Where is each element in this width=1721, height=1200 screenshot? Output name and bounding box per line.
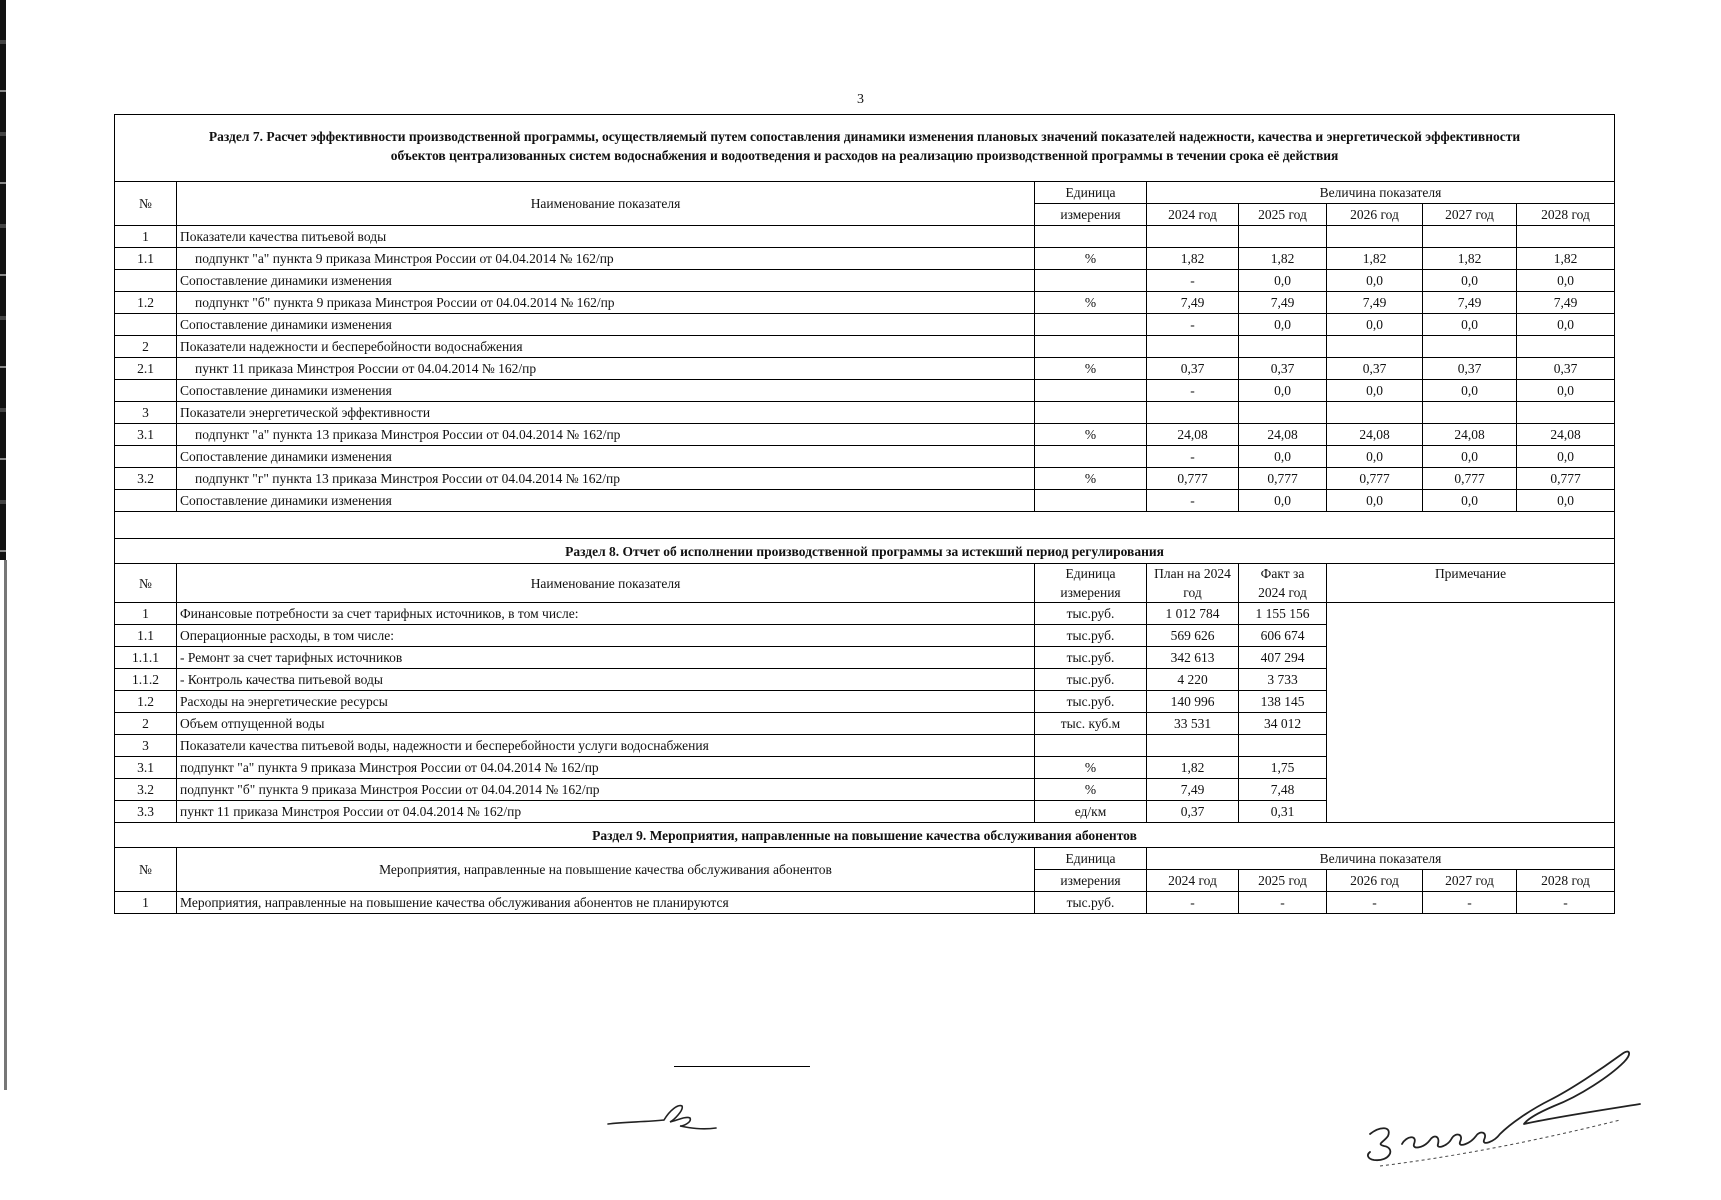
row-number: 1 — [115, 892, 177, 914]
fact-value: 0,31 — [1239, 801, 1327, 823]
value-cell: 0,0 — [1239, 314, 1327, 336]
section7-title-row — [115, 115, 1615, 182]
section7-title-line1: Раздел 7. Расчет эффективности производственной программы, осуществляемый путем сопоставления динамики изменения плановых значений показателей надежности, качества и энергетической эффективности — [208, 129, 1521, 144]
value-cell — [1517, 402, 1615, 424]
row-number: 1.1.2 — [115, 669, 177, 691]
section8-title-row — [115, 539, 1615, 564]
row-number: 1.2 — [115, 691, 177, 713]
header-name: Наименование показателя — [177, 182, 1035, 226]
indicator-name: подпункт "а" пункта 9 приказа Минстроя России от 04.04.2014 № 162/пр — [177, 757, 1035, 779]
value-cell: 0,0 — [1423, 380, 1517, 402]
indicator-name: Сопоставление динамики изменения — [177, 270, 1035, 292]
value-cell: - — [1147, 270, 1239, 292]
indicator-name: подпункт "г" пункта 13 приказа Минстроя России от 04.04.2014 № 162/пр — [177, 468, 1035, 490]
unit-cell: тыс.руб. — [1035, 892, 1147, 914]
section7-row — [115, 402, 1615, 424]
plan-value: 569 626 — [1147, 625, 1239, 647]
unit-cell — [1035, 270, 1147, 292]
value-cell: 7,49 — [1327, 292, 1423, 314]
value-cell — [1423, 226, 1517, 248]
table-body — [115, 115, 1615, 914]
unit-cell: % — [1035, 358, 1147, 380]
value-cell: 0,0 — [1327, 446, 1423, 468]
fact-value: 407 294 — [1239, 647, 1327, 669]
fact-value: 3 733 — [1239, 669, 1327, 691]
section7-row — [115, 226, 1615, 248]
signature-separator-line — [674, 1066, 810, 1067]
header-value-group: Величина показателя — [1147, 182, 1615, 204]
header-fact — [1239, 564, 1327, 603]
header-value-group: Величина показателя — [1147, 848, 1615, 870]
row-number — [115, 446, 177, 468]
section8-row — [115, 603, 1615, 625]
value-cell: - — [1239, 892, 1327, 914]
header-fact-1: Факт за — [1260, 566, 1305, 581]
indicator-name: Показатели надежности и бесперебойности водоснабжения — [177, 336, 1035, 358]
value-cell: 0,0 — [1517, 490, 1615, 512]
value-cell: 0,0 — [1423, 446, 1517, 468]
page-number: 3 — [857, 92, 864, 107]
section8-title: Раздел 8. Отчет об исполнении производственной программы за истекший период регулирования — [115, 539, 1615, 564]
unit-cell — [1035, 380, 1147, 402]
row-number: 3 — [115, 402, 177, 424]
section7-row — [115, 380, 1615, 402]
value-cell: 1,82 — [1147, 248, 1239, 270]
value-cell: 0,0 — [1517, 380, 1615, 402]
section7-row — [115, 314, 1615, 336]
unit-cell: % — [1035, 248, 1147, 270]
indicator-name: Показатели качества питьевой воды, надежности и бесперебойности услуги водоснабжения — [177, 735, 1035, 757]
header-year: 2027 год — [1423, 204, 1517, 226]
value-cell: 1,82 — [1327, 248, 1423, 270]
value-cell: 0,37 — [1239, 358, 1327, 380]
value-cell: 0,0 — [1239, 270, 1327, 292]
row-number: 1.1 — [115, 248, 177, 270]
row-number: 2 — [115, 713, 177, 735]
unit-cell: тыс.руб. — [1035, 603, 1147, 625]
fact-value: 1,75 — [1239, 757, 1327, 779]
row-number: 1.2 — [115, 292, 177, 314]
row-number: 3.2 — [115, 468, 177, 490]
value-cell: 0,0 — [1423, 490, 1517, 512]
value-cell: 0,0 — [1517, 314, 1615, 336]
main-table — [114, 114, 1615, 914]
indicator-name: Сопоставление динамики изменения — [177, 490, 1035, 512]
header-year: 2025 год — [1239, 204, 1327, 226]
section7-header-row-1 — [115, 182, 1615, 204]
header-name: Мероприятия, направленные на повышение качества обслуживания абонентов — [177, 848, 1035, 892]
value-cell: 0,0 — [1327, 380, 1423, 402]
row-number: 3.1 — [115, 424, 177, 446]
row-number: 3.1 — [115, 757, 177, 779]
indicator-name: Показатели качества питьевой воды — [177, 226, 1035, 248]
section8-header-row — [115, 564, 1615, 603]
row-number — [115, 490, 177, 512]
blank-spacer — [115, 512, 1615, 539]
value-cell — [1517, 336, 1615, 358]
header-unit-2: измерения — [1035, 204, 1147, 226]
value-cell: 24,08 — [1327, 424, 1423, 446]
header-unit-1: Единица — [1035, 848, 1147, 870]
fact-value: 1 155 156 — [1239, 603, 1327, 625]
indicator-name: пункт 11 приказа Минстроя России от 04.04.2014 № 162/пр — [177, 801, 1035, 823]
indicator-name: подпункт "а" пункта 9 приказа Минстроя России от 04.04.2014 № 162/пр — [177, 248, 1035, 270]
section7-row — [115, 490, 1615, 512]
value-cell: - — [1147, 380, 1239, 402]
value-cell: 0,37 — [1327, 358, 1423, 380]
value-cell — [1423, 336, 1517, 358]
header-unit-2: измерения — [1060, 585, 1121, 600]
unit-cell — [1035, 314, 1147, 336]
indicator-name: подпункт "б" пункта 9 приказа Минстроя России от 04.04.2014 № 162/пр — [177, 779, 1035, 801]
plan-value: 33 531 — [1147, 713, 1239, 735]
value-cell: - — [1327, 892, 1423, 914]
value-cell: 24,08 — [1147, 424, 1239, 446]
value-cell: 7,49 — [1239, 292, 1327, 314]
indicator-name: Сопоставление динамики изменения — [177, 380, 1035, 402]
section9-row — [115, 892, 1615, 914]
value-cell: 7,49 — [1147, 292, 1239, 314]
value-cell: 1,82 — [1239, 248, 1327, 270]
value-cell — [1327, 336, 1423, 358]
plan-value: 1,82 — [1147, 757, 1239, 779]
section7-row — [115, 468, 1615, 490]
header-plan-2: год — [1183, 585, 1202, 600]
section7-row — [115, 248, 1615, 270]
header-unit-2: измерения — [1035, 870, 1147, 892]
value-cell: 0,0 — [1423, 314, 1517, 336]
plan-value: 140 996 — [1147, 691, 1239, 713]
section7-row — [115, 358, 1615, 380]
header-year: 2024 год — [1147, 870, 1239, 892]
header-year: 2027 год — [1423, 870, 1517, 892]
scan-edge-shadow — [0, 0, 6, 560]
unit-cell: тыс.руб. — [1035, 691, 1147, 713]
unit-cell: % — [1035, 424, 1147, 446]
header-fact-2: 2024 год — [1258, 585, 1307, 600]
row-number: 1 — [115, 226, 177, 248]
unit-cell — [1035, 226, 1147, 248]
section7-row — [115, 336, 1615, 358]
section7-title-line2: объектов централизованных систем водоснабжения и водоотведения и расходов на реализацию производственной программы в течении срока её действия — [390, 148, 1339, 163]
row-number: 1.1 — [115, 625, 177, 647]
indicator-name: - Контроль качества питьевой воды — [177, 669, 1035, 691]
value-cell: 7,49 — [1423, 292, 1517, 314]
unit-cell: тыс.руб. — [1035, 669, 1147, 691]
value-cell — [1239, 402, 1327, 424]
value-cell — [1517, 226, 1615, 248]
indicator-name: Финансовые потребности за счет тарифных источников, в том числе: — [177, 603, 1035, 625]
unit-cell: тыс.руб. — [1035, 647, 1147, 669]
unit-cell: ед/км — [1035, 801, 1147, 823]
value-cell — [1423, 402, 1517, 424]
value-cell: 0,0 — [1327, 490, 1423, 512]
unit-cell: % — [1035, 292, 1147, 314]
unit-cell — [1035, 336, 1147, 358]
row-number: 1.1.1 — [115, 647, 177, 669]
value-cell: 0,777 — [1517, 468, 1615, 490]
value-cell — [1147, 226, 1239, 248]
row-number: 3 — [115, 735, 177, 757]
fact-value: 7,48 — [1239, 779, 1327, 801]
value-cell: 7,49 — [1517, 292, 1615, 314]
row-number — [115, 314, 177, 336]
header-num: № — [115, 182, 177, 226]
value-cell: 0,0 — [1423, 270, 1517, 292]
indicator-name: пункт 11 приказа Минстроя России от 04.04.2014 № 162/пр — [177, 358, 1035, 380]
value-cell — [1239, 226, 1327, 248]
unit-cell — [1035, 446, 1147, 468]
header-year: 2026 год — [1327, 204, 1423, 226]
value-cell: 24,08 — [1423, 424, 1517, 446]
indicator-name: Сопоставление динамики изменения — [177, 314, 1035, 336]
value-cell: 24,08 — [1239, 424, 1327, 446]
header-name: Наименование показателя — [177, 564, 1035, 603]
value-cell: 0,777 — [1239, 468, 1327, 490]
value-cell: 24,08 — [1517, 424, 1615, 446]
header-unit-1: Единица — [1035, 182, 1147, 204]
unit-cell: % — [1035, 757, 1147, 779]
header-year: 2026 год — [1327, 870, 1423, 892]
header-year: 2028 год — [1517, 870, 1615, 892]
plan-value: 4 220 — [1147, 669, 1239, 691]
fact-value — [1239, 735, 1327, 757]
row-number: 2 — [115, 336, 177, 358]
indicator-name: подпункт "б" пункта 9 приказа Минстроя России от 04.04.2014 № 162/пр — [177, 292, 1035, 314]
value-cell: 0,37 — [1423, 358, 1517, 380]
row-number: 3.3 — [115, 801, 177, 823]
value-cell: 0,0 — [1517, 270, 1615, 292]
value-cell: 1,82 — [1423, 248, 1517, 270]
indicator-name: - Ремонт за счет тарифных источников — [177, 647, 1035, 669]
section9-title-row — [115, 823, 1615, 848]
section9-title: Раздел 9. Мероприятия, направленные на повышение качества обслуживания абонентов — [115, 823, 1615, 848]
section7-row — [115, 424, 1615, 446]
unit-cell: тыс. куб.м — [1035, 713, 1147, 735]
value-cell — [1147, 336, 1239, 358]
value-cell: 0,0 — [1327, 314, 1423, 336]
value-cell: - — [1517, 892, 1615, 914]
header-unit — [1035, 564, 1147, 603]
row-number: 2.1 — [115, 358, 177, 380]
indicator-name: Расходы на энергетические ресурсы — [177, 691, 1035, 713]
value-cell — [1147, 402, 1239, 424]
header-unit-1: Единица — [1065, 566, 1116, 581]
note-cell — [1327, 603, 1615, 823]
header-year: 2024 год — [1147, 204, 1239, 226]
header-note: Примечание — [1327, 564, 1615, 603]
value-cell: 0,0 — [1517, 446, 1615, 468]
value-cell: - — [1147, 314, 1239, 336]
section9-header-row-1 — [115, 848, 1615, 870]
row-number — [115, 380, 177, 402]
indicator-name: подпункт "а" пункта 13 приказа Минстроя России от 04.04.2014 № 162/пр — [177, 424, 1035, 446]
row-number: 1 — [115, 603, 177, 625]
indicator-name: Сопоставление динамики изменения — [177, 446, 1035, 468]
row-number — [115, 270, 177, 292]
value-cell — [1327, 402, 1423, 424]
value-cell: 0,0 — [1239, 490, 1327, 512]
value-cell: 0,777 — [1147, 468, 1239, 490]
header-num: № — [115, 848, 177, 892]
value-cell: - — [1147, 892, 1239, 914]
measure-name: Мероприятия, направленные на повышение качества обслуживания абонентов не планируются — [177, 892, 1035, 914]
value-cell: 0,777 — [1327, 468, 1423, 490]
plan-value: 342 613 — [1147, 647, 1239, 669]
section7-row — [115, 446, 1615, 468]
value-cell: - — [1147, 490, 1239, 512]
header-plan — [1147, 564, 1239, 603]
value-cell: 0,0 — [1327, 270, 1423, 292]
value-cell: - — [1147, 446, 1239, 468]
right-signature — [1340, 1040, 1680, 1180]
value-cell — [1327, 226, 1423, 248]
header-year: 2028 год — [1517, 204, 1615, 226]
plan-value: 0,37 — [1147, 801, 1239, 823]
header-num: № — [115, 564, 177, 603]
unit-cell — [1035, 402, 1147, 424]
fact-value: 34 012 — [1239, 713, 1327, 735]
value-cell: 1,82 — [1517, 248, 1615, 270]
value-cell: 0,37 — [1517, 358, 1615, 380]
scan-edge-line — [4, 560, 7, 1090]
section7-row — [115, 292, 1615, 314]
unit-cell — [1035, 490, 1147, 512]
row-number: 3.2 — [115, 779, 177, 801]
indicator-name: Объем отпущенной воды — [177, 713, 1035, 735]
unit-cell: % — [1035, 468, 1147, 490]
unit-cell — [1035, 735, 1147, 757]
indicator-name: Операционные расходы, в том числе: — [177, 625, 1035, 647]
plan-value: 1 012 784 — [1147, 603, 1239, 625]
unit-cell: тыс.руб. — [1035, 625, 1147, 647]
value-cell: 0,37 — [1147, 358, 1239, 380]
left-signature — [604, 1086, 724, 1146]
value-cell: 0,777 — [1423, 468, 1517, 490]
header-year: 2025 год — [1239, 870, 1327, 892]
header-plan-1: План на 2024 — [1154, 566, 1231, 581]
value-cell: - — [1423, 892, 1517, 914]
blank-spacer-row — [115, 512, 1615, 539]
value-cell: 0,0 — [1239, 380, 1327, 402]
fact-value: 138 145 — [1239, 691, 1327, 713]
plan-value — [1147, 735, 1239, 757]
value-cell — [1239, 336, 1327, 358]
section7-row — [115, 270, 1615, 292]
section7-title — [115, 115, 1615, 182]
fact-value: 606 674 — [1239, 625, 1327, 647]
indicator-name: Показатели энергетической эффективности — [177, 402, 1035, 424]
unit-cell: % — [1035, 779, 1147, 801]
value-cell: 0,0 — [1239, 446, 1327, 468]
plan-value: 7,49 — [1147, 779, 1239, 801]
